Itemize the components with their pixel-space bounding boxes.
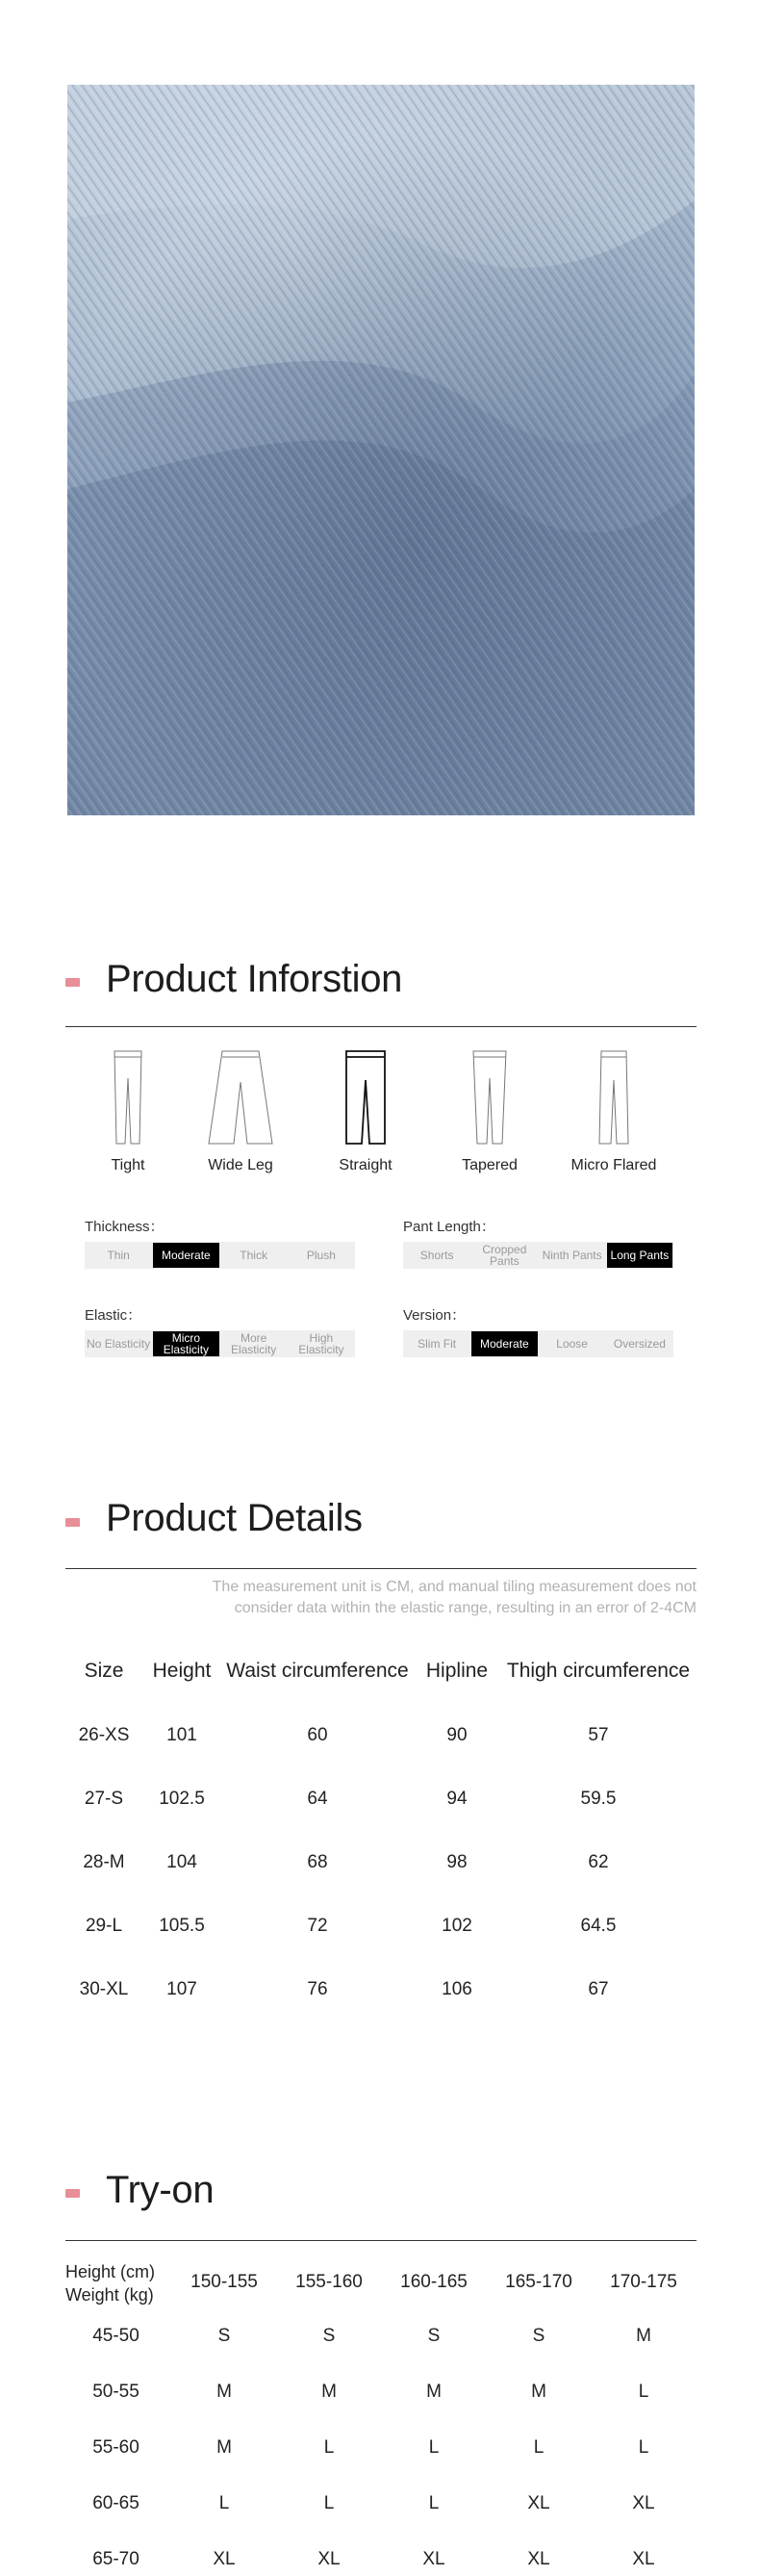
- product-details-header: [65, 1497, 697, 1570]
- thickness-option[interactable]: Thick: [240, 1249, 267, 1262]
- weight-label: 50-55: [92, 2382, 139, 2402]
- fit-tight: [65, 1049, 190, 1174]
- table-cell: 101: [166, 1725, 197, 1745]
- thickness-option[interactable]: Thin: [107, 1249, 130, 1262]
- size-cell: S: [322, 2326, 336, 2346]
- section-divider: [65, 1568, 697, 1569]
- version-options: [403, 1330, 673, 1357]
- fit-label: Tapered: [462, 1157, 518, 1173]
- size-cell: S: [427, 2326, 441, 2346]
- pant-length-option-selected[interactable]: Long Pants: [607, 1243, 672, 1268]
- size-cell: L: [428, 2493, 440, 2513]
- pant-length-label: Pant Length：: [403, 1219, 495, 1235]
- try-on-chart: [65, 2256, 697, 2574]
- size-cell: XL: [632, 2493, 655, 2513]
- table-cell: 30-XL: [79, 1979, 129, 1999]
- weight-axis-label: Weight (kg): [65, 2285, 154, 2305]
- table-cell: 68: [307, 1852, 328, 1872]
- elastic-option[interactable]: No Elasticity: [87, 1337, 151, 1351]
- tight-pants-icon: [109, 1049, 147, 1146]
- table-cell: 76: [307, 1979, 328, 1999]
- table-cell: 98: [446, 1852, 468, 1872]
- section-title: Try-on: [106, 2169, 215, 2211]
- size-cell: XL: [317, 2549, 341, 2569]
- weight-label: 55-60: [92, 2437, 139, 2458]
- size-cell: M: [531, 2382, 546, 2402]
- wide-leg-pants-icon: [207, 1049, 274, 1146]
- thickness-label: Thickness：: [85, 1219, 165, 1235]
- section-marker: [65, 978, 80, 987]
- version-option[interactable]: Loose: [556, 1337, 588, 1351]
- elastic-option[interactable]: High Elasticity: [298, 1331, 344, 1356]
- height-header: 170-175: [610, 2272, 677, 2292]
- weight-label: 45-50: [92, 2326, 139, 2346]
- fit-wide-leg: [178, 1049, 303, 1174]
- section-title: Product Details: [106, 1497, 363, 1539]
- size-cell: S: [217, 2326, 231, 2346]
- table-cell: 26-XS: [78, 1725, 130, 1745]
- pant-length-option[interactable]: Cropped Pants: [482, 1243, 527, 1268]
- column-header: Waist circumference: [226, 1660, 409, 1682]
- micro-flared-pants-icon: [595, 1049, 633, 1146]
- size-cell: XL: [422, 2549, 445, 2569]
- size-cell: L: [323, 2493, 335, 2513]
- size-cell: XL: [632, 2549, 655, 2569]
- column-header: Thigh circumference: [506, 1660, 691, 1682]
- table-cell: 62: [588, 1852, 609, 1872]
- corner-label: [65, 2260, 181, 2306]
- column-header: Size: [84, 1660, 124, 1682]
- measurement-note: [65, 1577, 697, 1619]
- table-cell: 104: [166, 1852, 197, 1872]
- section-title: Product Inforstion: [106, 958, 403, 1000]
- table-cell: 64.5: [580, 1916, 617, 1936]
- weight-label: 60-65: [92, 2493, 139, 2513]
- table-cell: 90: [446, 1725, 468, 1745]
- thickness-options: [85, 1242, 355, 1269]
- thickness-option[interactable]: Plush: [306, 1249, 336, 1262]
- size-cell: L: [218, 2493, 230, 2513]
- table-cell: 29-L: [85, 1916, 123, 1936]
- size-cell: L: [638, 2437, 649, 2458]
- pant-length-options: [403, 1242, 673, 1269]
- pant-length-option[interactable]: Ninth Pants: [542, 1249, 602, 1262]
- pant-length-option[interactable]: Shorts: [419, 1249, 454, 1262]
- size-cell: L: [428, 2437, 440, 2458]
- straight-pants-icon: [342, 1049, 389, 1146]
- size-cell: M: [216, 2382, 232, 2402]
- try-on-header: [65, 2169, 697, 2242]
- size-cell: XL: [213, 2549, 236, 2569]
- elastic-options: [85, 1330, 355, 1357]
- version-attribute: [403, 1304, 682, 1357]
- elastic-attribute: [85, 1304, 364, 1357]
- table-cell: 72: [307, 1916, 328, 1936]
- elastic-label: Elastic：: [85, 1307, 142, 1324]
- table-cell: 67: [588, 1979, 609, 1999]
- height-header: 150-155: [190, 2272, 258, 2292]
- table-cell: 107: [166, 1979, 197, 1999]
- section-divider: [65, 1026, 697, 1027]
- tapered-pants-icon: [470, 1049, 509, 1146]
- height-header: 155-160: [295, 2272, 363, 2292]
- version-option[interactable]: Slim Fit: [418, 1337, 457, 1351]
- height-axis-label: Height (cm): [65, 2262, 156, 2281]
- version-option-selected[interactable]: Moderate: [471, 1331, 537, 1356]
- height-header: 160-165: [400, 2272, 468, 2292]
- size-cell: S: [532, 2326, 545, 2346]
- size-cell: M: [216, 2437, 232, 2458]
- size-cell: L: [638, 2382, 649, 2402]
- version-label: Version：: [403, 1307, 467, 1324]
- weight-label: 65-70: [92, 2549, 139, 2569]
- table-cell: 106: [442, 1979, 472, 1999]
- fit-options: [65, 1049, 697, 1179]
- thickness-attribute: [85, 1216, 364, 1269]
- table-cell: 59.5: [580, 1789, 617, 1809]
- fit-label: Micro Flared: [570, 1157, 657, 1173]
- fit-straight[interactable]: [303, 1049, 428, 1174]
- fit-label: Tight: [111, 1157, 145, 1173]
- table-cell: 102.5: [159, 1789, 205, 1809]
- height-header: 165-170: [505, 2272, 572, 2292]
- version-option[interactable]: Oversized: [613, 1337, 666, 1351]
- section-divider: [65, 2240, 697, 2241]
- denim-texture: [67, 85, 695, 815]
- size-cell: XL: [527, 2493, 550, 2513]
- size-cell: M: [321, 2382, 337, 2402]
- section-marker: [65, 2189, 80, 2198]
- elastic-option[interactable]: More Elasticity: [230, 1331, 277, 1356]
- fit-micro-flared: [551, 1049, 676, 1174]
- product-info-header: [65, 958, 697, 1029]
- table-cell: 105.5: [159, 1916, 205, 1936]
- pant-length-attribute: [403, 1216, 682, 1269]
- table-cell: 57: [588, 1725, 609, 1745]
- table-cell: 64: [307, 1789, 328, 1809]
- measurement-note-line: The measurement unit is CM, and manual tiling measurement does not: [212, 1579, 697, 1595]
- fit-label: Straight: [339, 1157, 393, 1173]
- size-cell: L: [323, 2437, 335, 2458]
- thickness-option-selected[interactable]: Moderate: [153, 1243, 218, 1268]
- table-cell: 94: [446, 1789, 468, 1809]
- column-header: Hipline: [425, 1660, 489, 1682]
- measurement-note-line: consider data within the elastic range, resulting in an error of 2-4CM: [234, 1600, 697, 1616]
- column-header: Height: [152, 1660, 212, 1682]
- section-marker: [65, 1518, 80, 1527]
- size-cell: XL: [527, 2549, 550, 2569]
- table-cell: 102: [442, 1916, 472, 1936]
- size-cell: M: [426, 2382, 442, 2402]
- fit-tapered: [427, 1049, 552, 1174]
- denim-fabric-image: [67, 85, 695, 815]
- fit-label: Wide Leg: [208, 1157, 273, 1173]
- elastic-option-selected[interactable]: Micro Elasticity: [153, 1331, 218, 1356]
- table-cell: 27-S: [84, 1789, 124, 1809]
- table-cell: 28-M: [83, 1852, 125, 1872]
- size-cell: M: [636, 2326, 651, 2346]
- table-cell: 60: [307, 1725, 328, 1745]
- size-cell: L: [533, 2437, 545, 2458]
- size-chart: [65, 1650, 697, 2016]
